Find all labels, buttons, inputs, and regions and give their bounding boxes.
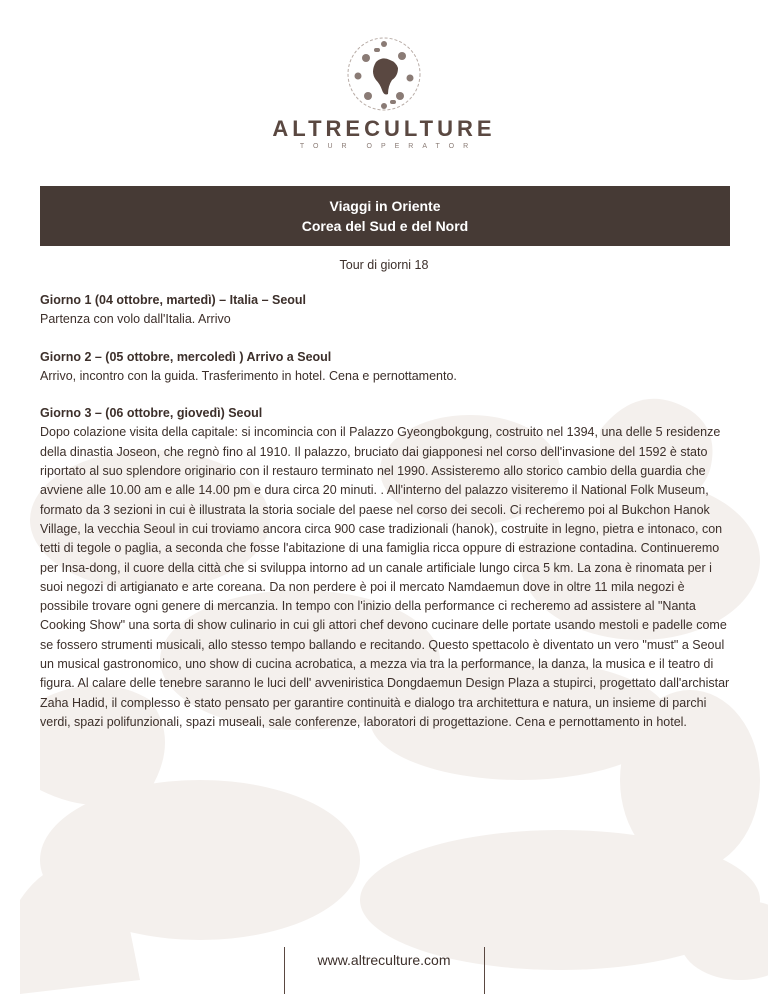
day-title: Giorno 3 – (06 ottobre, giovedì) Seoul xyxy=(40,406,263,421)
logo xyxy=(0,34,768,150)
banner-title-line1: Viaggi in Oriente xyxy=(329,198,441,214)
day-title: Giorno 2 – (05 ottobre, mercoledì ) Arrivo a Seoul xyxy=(40,349,332,364)
day-entry xyxy=(40,404,730,732)
day-entry xyxy=(40,348,730,387)
day-description: Arrivo, incontro con la guida. Trasferimento in hotel. Cena e pernottamento. xyxy=(40,368,457,383)
footer-divider-right xyxy=(484,947,485,994)
africa-animals-emblem-icon xyxy=(344,34,424,114)
website-link[interactable]: www.altreculture.com xyxy=(317,952,451,968)
brand-subtitle: TOUR OPERATOR xyxy=(299,143,478,150)
itinerary xyxy=(40,291,730,750)
banner-title-line2: Corea del Sud e del Nord xyxy=(301,218,469,234)
brand-name: ALTRECULTURE xyxy=(272,116,496,141)
title-banner xyxy=(40,186,730,246)
day-description: Dopo colazione visita della capitale: si incomincia con il Palazzo Gyeongbokgung, costruito nel 1394, una delle 5 residenze della dinastia Joseon, che regnò fino al 1910. Il palazzo, bruciato dai giapponesi nel corso dell'invasione del 1592 è stato riportato al suo splendore originario con il restauro terminato nel 1990. Assisteremo allo storico cambio della guardia che avviene alle 10.00 am e alle 14.00 pm e dura circa 20 minuti. . All'interno del palazzo visiteremo il National Folk Museum, formato da 3 sezioni in cui è illustrata la storia sociale del paese nel corso dei secoli. Ci recheremo poi al Bukchon Hanok Village, la vecchia Seoul in cui troviamo ancora circa 900 case tradizionali (hanok), costruite in legno, pietra e intonaco, con tetti di tegole o paglia, a seconda che fosse l'abitazione di una famiglia ricca oppure di estrazione contadina. Continueremo per Insa-dong, il cuore della città che si sviluppa intorno ad un canale artificiale lungo circa 5 km. La zona è rinomata per i suoi negozi di artigianato e arte coreana. Da non perdere è poi il mercato Namdaemun dove in oltre 11 mila negozi è possibile trovare ogni genere di mercanzia. In tempo con l'inizio della performance ci recheremo ad assistere al "Nanta Cooking Show" una sorta di show culinario in cui gli attori chef devono cucinare delle portate usando mestoli e padelle come se fossero strumenti musicali, allo stesso tempo ballando e recitando. Questo spettacolo è diventato un vero "must" a Seoul un musical gastronomico, uno show di cucina acrobatica, a mezza via tra la performance, la danza, la musica e il teatro di figura. Al calare delle tenebre saranno le luci dell' avveniristica Dongdaemun Design Plaza a stupirci, progettato dall'archistar Zaha Hadid, il complesso è stato pensato per garantire continuità e dialogo tra architettura e natura, un insieme di parchi verdi, spazi polifunzionali, spazi museali, sale conferenze, laboratori di progettazione. Cena e pernottamento in hotel. xyxy=(40,425,730,729)
day-entry xyxy=(40,291,730,330)
tour-duration: Tour di giorni 18 xyxy=(339,258,429,272)
day-description: Partenza con volo dall'Italia. Arrivo xyxy=(40,312,231,327)
day-title: Giorno 1 (04 ottobre, martedì) – Italia – Seoul xyxy=(40,293,307,307)
